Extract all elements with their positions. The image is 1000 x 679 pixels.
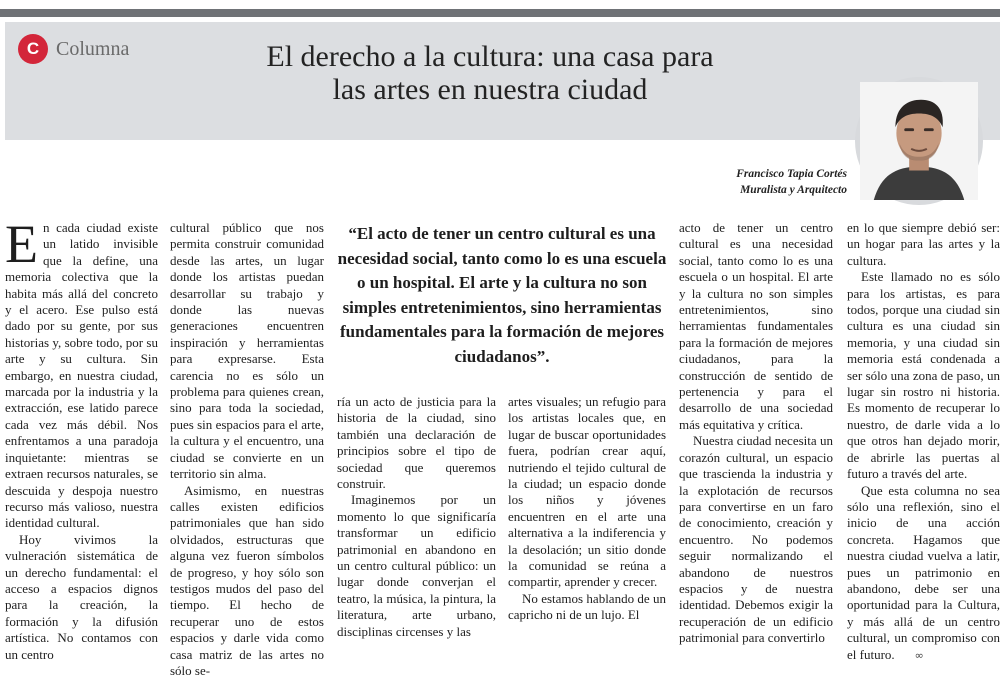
headline-line-2: las artes en nuestra ciudad: [333, 73, 648, 106]
paragraph: en lo que siempre debió ser: un hogar para las artes y la cultura.: [847, 220, 1000, 269]
article-column-2: [170, 220, 324, 604]
paragraph-text: n cada ciudad existe un latido invisible que la define, una memoria colectiva que la habita más allá del concreto y el acero. Ese pulso está dado por su gente, por sus historias y, sobre todo, por su arte y su cultura. Sin embargo, en nuestra ciudad, marcada por la industria y la extracción, ese latido parece cada vez más débil. Nos enfrentamos a una paradoja inquietante: mientras se extraen recursos naturales, se descuida y despoja nuestro recurso más valioso, nuestra identidad cultural.: [5, 220, 158, 530]
paragraph: acto de tener un centro cultural es una necesidad social, tanto como lo es una escuela o un hospital. El arte y la cultura no son simples entretenimientos, sino herramientas fundamentales para la formación de mejores ciudadanos, para la construcción de sentido de pertenencia y para el desarrollo de una sociedad más equitativa y crítica.: [679, 220, 833, 433]
paragraph: cultural público que nos permita construir comunidad desde las artes, un lugar donde los artistas puedan desarrollar su trabajo y donde las nuevas generaciones encuentren inspiración y herramientas para expresarse. Esta carencia no es sólo un problema para quienes crean, sino para toda la sociedad, pues sin espacios para el arte, la cultura y el encuentro, una ciudad se convierte en un territorio sin alma.: [170, 220, 324, 483]
article-column-4: [508, 394, 666, 604]
paragraph: Este llamado no es sólo para los artistas, es para todos, porque una ciudad sin cultura es una ciudad sin memoria, y una ciudad sin memoria está condenada a ser sólo una zona de paso, un lugar sin rostro ni historia. Es momento de recuperar lo nuestro, de darle vida a lo que otros han dejado morir, de abrirle las puertas al futuro a través del arte.: [847, 269, 1000, 482]
paragraph: Nuestra ciudad necesita un corazón cultural, un espacio que trascienda la industria y la explotación de recursos para convertirse en un faro de conocimiento, creación y encuentro. No podemos seguir normalizando el abandono de nuestros espacios y de nuestra identidad. Debemos exigir la recuperación de un edificio patrimonial para convertirlo: [679, 433, 833, 646]
section-tag: [18, 34, 129, 64]
paragraph: No estamos hablando de un capricho ni de un lujo. El: [508, 591, 666, 624]
end-mark-icon: ∞: [901, 648, 924, 664]
paragraph: Imaginemos por un momento lo que significaría transformar un edificio patrimonial en abandono en un centro cultural público: un lugar donde converjan el teatro, la música, la pintura, la literatura, arte urbano, disciplinas circenses y las: [337, 492, 496, 640]
author-role: Muralista y Arquitecto: [560, 182, 847, 198]
author-portrait-illustration: [860, 82, 978, 200]
article-column-5: [679, 220, 833, 604]
headline-line-1: El derecho a la cultura: una casa para: [266, 40, 713, 73]
paragraph: Hoy vivimos la vulneración sistemática de un derecho fundamental: el acceso a espacios dignos para la creación, la formación y la difusión artística. No contamos con un centro: [5, 532, 158, 663]
drop-cap: E: [5, 222, 38, 268]
paragraph: Asimismo, en nuestras calles existen edificios patrimoniales que han sido olvidados, estructuras que alguna vez fueron símbolos de progreso, y hoy sólo son testigos mudos del paso del tiempo. El hecho de recuperar uno de estos espacios y darle vida como casa matriz de las artes no sólo se-: [170, 483, 324, 679]
headline: [180, 40, 800, 106]
author-portrait: [855, 77, 983, 205]
byline: [560, 166, 847, 198]
paragraph: ría un acto de justicia para la historia de la ciudad, sino también una declaración de principios sobre el tipo de sociedad que queremos construir.: [337, 394, 496, 492]
paragraph: artes visuales; un refugio para los artistas locales que, en lugar de buscar oportunidades fuera, podrían crear aquí, nutriendo el tejido cultural de la ciudad; un espacio donde los niños y jóvenes encuentren en el arte una alternativa a la indiferencia y la desolación; un sitio donde la comunidad se reúna a compartir, aprender y crecer.: [508, 394, 666, 591]
pull-quote: “El acto de tener un centro cultural es una necesidad social, tanto como lo es una escuela o un hospital. El arte y la cultura no son simples entretenimientos, sino herramientas fundamentales para la formación de mejores ciudadanos”.: [337, 222, 667, 369]
article-column-3: [337, 394, 496, 604]
paragraph-text: Que esta columna no sea sólo una reflexión, sino el inicio de una acción concreta. Hagamos que nuestra ciudad vuelva a latir, pues un patrimonio en abandono, debe ser una oportunidad para la Cultura, y más allá de un centro cultural, un compromiso con el futuro.: [847, 483, 1000, 662]
paragraph: [847, 483, 1000, 664]
author-name: Francisco Tapia Cortés: [560, 166, 847, 182]
top-rule: [0, 9, 1000, 17]
article-column-1: [5, 220, 158, 604]
column-c-icon: C: [18, 34, 48, 64]
paragraph: [5, 220, 158, 532]
section-label: Columna: [56, 38, 129, 61]
article-column-6: [847, 220, 1000, 604]
